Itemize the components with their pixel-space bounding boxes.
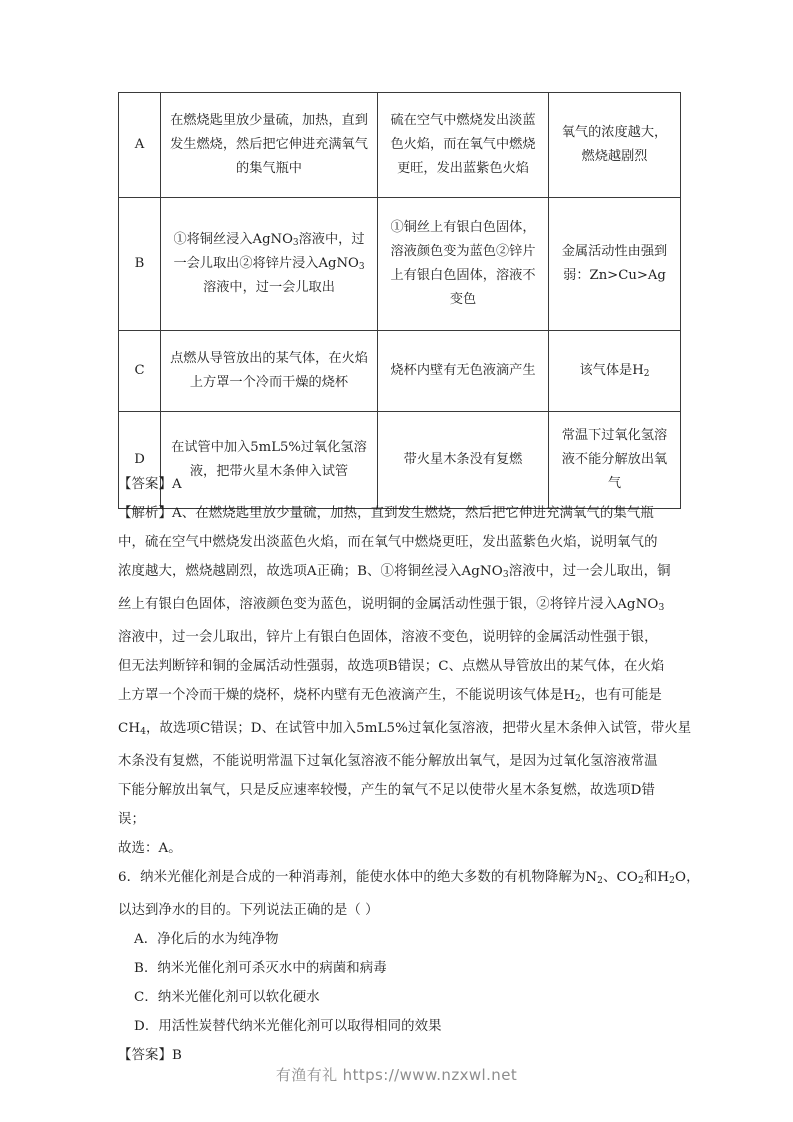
q5-explain-line-1: 【解析】A、在燃烧匙里放少量硫，加热，直到发生燃烧，然后把它伸进充满氧气的集气瓶 — [118, 506, 654, 521]
q5-l7-a: 上方罩一个冷而干燥的烧杯，烧杯内壁有无色液滴产生，不能说明该气体是H — [118, 688, 575, 703]
q6-stem-d: O， — [675, 870, 700, 885]
q5-explain-line-4 — [118, 590, 696, 623]
q5-l3-sub: 3 — [502, 570, 509, 580]
row-d-phenomenon: 带火星木条没有复燃 — [378, 412, 549, 509]
q5-explain-line-2: 中，硫在空气中燃烧发出淡蓝色火焰，而在氧气中燃烧更旺，发出蓝紫色火焰，说明氧气的 — [118, 535, 658, 550]
row-b-conclusion: 金属活动性由强到弱：Zn>Cu>Ag — [549, 198, 681, 331]
row-d-conclusion: 常温下过氧化氢溶液不能分解放出氧气 — [549, 412, 681, 509]
q6-answer-line: 【答案】B — [118, 1048, 182, 1063]
q5-conclusion-line: 故选：A。 — [118, 841, 182, 856]
row-b-op-sub2: 3 — [358, 261, 365, 272]
row-a-conclusion: 氧气的浓度越大，燃烧越剧烈 — [549, 93, 681, 198]
experiment-table — [118, 92, 681, 509]
q5-l3-a: 浓度越大，燃烧越剧烈，故选项A正确；B、①将铜丝浸入AgNO — [118, 564, 503, 579]
row-c-con-sub: 2 — [643, 368, 650, 379]
row-b-phenomenon: ①铜丝上有银白色固体，溶液颜色变为蓝色②锌片上有银白色固体，溶液不变色 — [378, 198, 549, 331]
q6-option-c: C．纳米光催化剂可以软化硬水 — [134, 990, 320, 1005]
q6-option-d: D．用活性炭替代纳米光催化剂可以取得相同的效果 — [134, 1019, 442, 1034]
table-row — [119, 93, 681, 198]
q5-explain-line-6: 但无法判断锌和铜的金属活动性强弱，故选项B错误；C、点燃从导管放出的某气体，在火焰 — [118, 659, 665, 674]
q5-explain-line-7 — [118, 681, 696, 714]
q5-l8-b: ，故选项C错误；D、在试管中加入5mL5%过氧化氢溶液，把带火星木条伸入试管，带火星 — [146, 721, 692, 736]
row-b-op-part1: ①将铜丝浸入AgNO — [173, 231, 293, 247]
row-b-op-sub1: 3 — [292, 237, 299, 248]
row-a-phenomenon: 硫在空气中燃烧发出淡蓝色火焰，而在氧气中燃烧更旺，发出蓝紫色火焰 — [378, 93, 549, 198]
q5-l8-a: CH — [118, 721, 141, 736]
row-c-con-text: 该气体是H — [579, 362, 644, 378]
q6-stem-line-1 — [118, 863, 700, 896]
document-body — [118, 470, 700, 1070]
q5-explain-line-5: 溶液中，过一会儿取出，锌片上有银白色固体，溶液不变色，说明锌的金属活动性强于银， — [118, 630, 658, 645]
q6-option-b: B．纳米光催化剂可杀灭水中的病菌和病毒 — [134, 961, 387, 976]
row-c-phenomenon: 烧杯内壁有无色液滴产生 — [378, 331, 549, 412]
table-row — [119, 198, 681, 331]
row-label-d: D — [119, 412, 161, 509]
q5-answer-line: 【答案】A — [118, 477, 182, 492]
q5-l4-a: 丝上有银白色固体，溶液颜色变为蓝色，说明铜的金属活动性强于银，②将锌片浸入AgNO — [118, 597, 659, 612]
q5-explain-line-8 — [118, 714, 696, 747]
row-c-operation: 点燃从导管放出的某气体，在火焰上方罩一个冷而干燥的烧杯 — [161, 331, 378, 412]
row-label-b: B — [119, 198, 161, 331]
q5-l3-b: 溶液中，过一会儿取出，铜 — [508, 564, 671, 579]
q6-stem-b: 、CO — [603, 870, 638, 885]
q5-explain-line-10: 下能分解放出氧气，只是反应速率较慢，产生的氧气不足以使带火星木条复燃，故选项D错 — [118, 783, 655, 798]
row-b-op-part2: 溶液中，过一会儿取出②将锌片浸入AgNO — [173, 231, 365, 271]
row-b-op-part3: 溶液中，过一会儿取出 — [203, 280, 335, 295]
row-b-operation — [161, 198, 378, 331]
q6-stem-sub2: 2 — [637, 876, 644, 886]
footer-watermark: 有渔有礼 https://www.nzxwl.net — [275, 1066, 518, 1084]
table-row — [119, 331, 681, 412]
q5-l8-sub: 4 — [140, 727, 147, 737]
q5-explain-line-9: 木条没有复燃，不能说明常温下过氧化氢溶液不能分解放出氧气，是因为过氧化氢溶液常温 — [118, 754, 658, 769]
q6-stem-sub1: 2 — [597, 876, 604, 886]
q6-stem-sub3: 2 — [669, 876, 676, 886]
q6-stem-c: 和H — [643, 870, 670, 885]
q5-explain-line-3 — [118, 557, 696, 590]
q5-explain-line-11: 误； — [118, 812, 145, 827]
q6-stem-a: 6．纳米光催化剂是合成的一种消毒剂，能使水体中的绝大多数的有机物降解为N — [118, 870, 598, 885]
row-c-conclusion — [549, 331, 681, 412]
q6-option-a: A．净化后的水为纯净物 — [134, 932, 279, 947]
row-label-c: C — [119, 331, 161, 412]
q6-stem-line-2: 以达到净水的目的。下列说法正确的是（ ） — [118, 903, 379, 918]
row-a-operation: 在燃烧匙里放少量硫，加热，直到发生燃烧，然后把它伸进充满氧气的集气瓶中 — [161, 93, 378, 198]
q5-l4-sub: 3 — [658, 603, 665, 613]
q5-l7-sub: 2 — [574, 694, 581, 704]
q5-l7-b: ，也有可能是 — [580, 688, 662, 703]
row-d-operation: 在试管中加入5mL5%过氧化氢溶液，把带火星木条伸入试管 — [161, 412, 378, 509]
row-label-a: A — [119, 93, 161, 198]
